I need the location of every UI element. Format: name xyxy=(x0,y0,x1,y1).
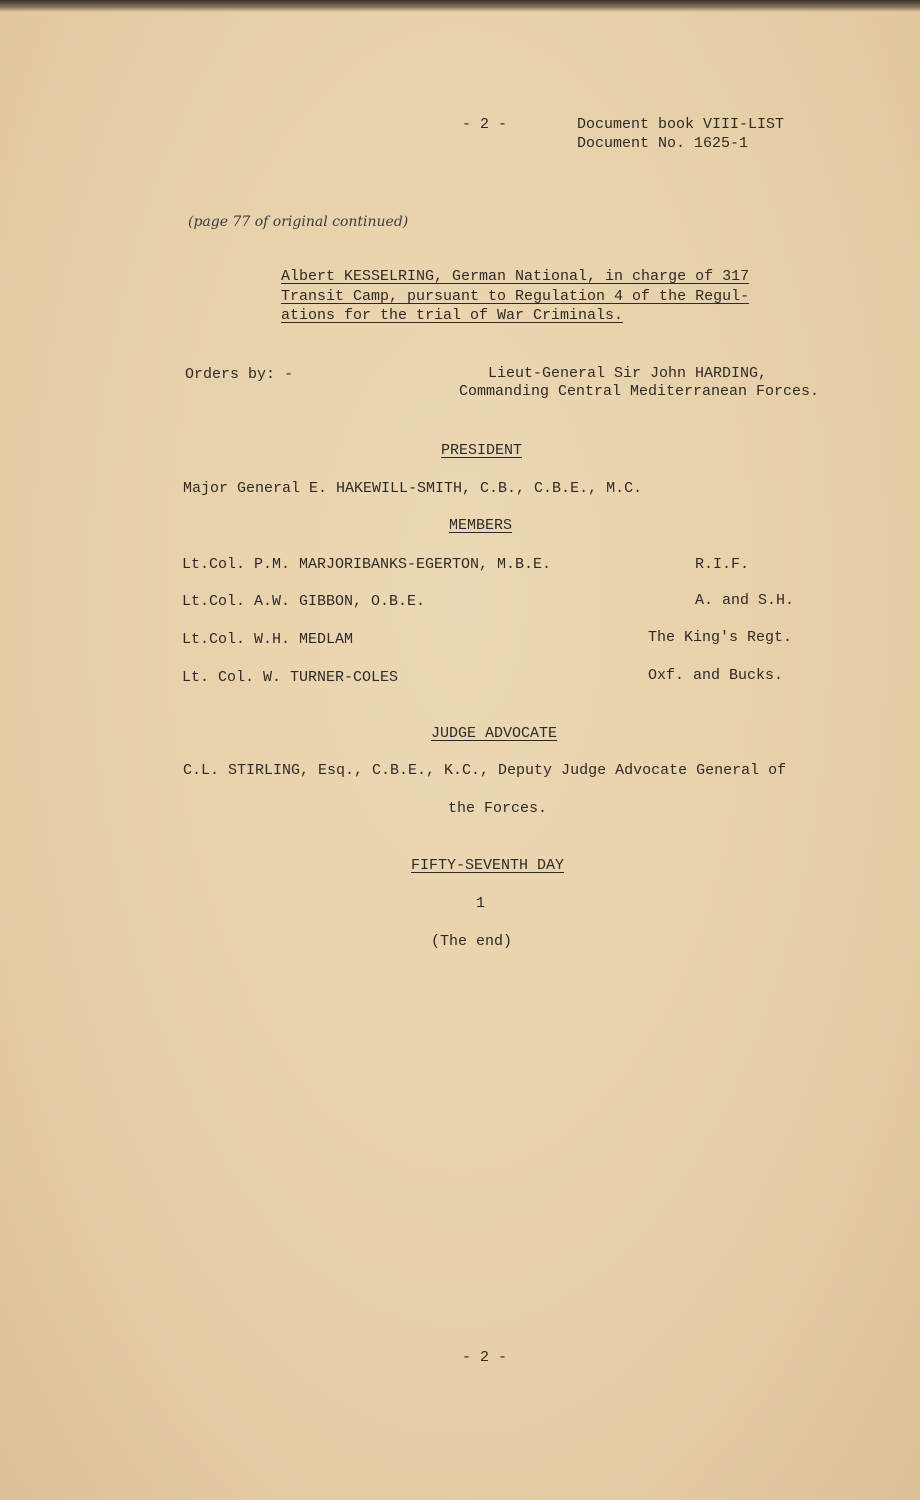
accused-line-2: Transit Camp, pursuant to Regulation 4 of the Regul- xyxy=(281,288,750,305)
end-note: (The end) xyxy=(431,933,513,950)
judge-advocate-heading: JUDGE ADVOCATE xyxy=(431,725,558,742)
member-unit: The King's Regt. xyxy=(648,629,793,646)
orders-line-2: Commanding Central Mediterranean Forces. xyxy=(459,383,820,400)
president-name: Major General E. HAKEWILL-SMITH, C.B., C.B.E., M.C. xyxy=(183,480,643,497)
day-heading: FIFTY-SEVENTH DAY xyxy=(411,857,565,874)
member-name: Lt.Col. W.H. MEDLAM xyxy=(182,631,354,648)
member-name: Lt. Col. W. TURNER-COLES xyxy=(182,669,399,686)
president-heading: PRESIDENT xyxy=(441,442,523,459)
scan-edge xyxy=(0,0,920,12)
accused-line-3: ations for the trial of War Criminals. xyxy=(281,307,624,324)
judge-advocate-line-2: the Forces. xyxy=(448,800,548,817)
members-heading: MEMBERS xyxy=(449,517,513,534)
member-name: Lt.Col. A.W. GIBBON, O.B.E. xyxy=(182,593,426,610)
continuation-note: (page 77 of original continued) xyxy=(188,214,409,230)
accused-line-1: Albert KESSELRING, German National, in charge of 317 xyxy=(281,268,750,285)
member-unit: R.I.F. xyxy=(695,556,750,573)
document-number-label: Document No. 1625-1 xyxy=(577,135,749,152)
judge-advocate-line-1: C.L. STIRLING, Esq., C.B.E., K.C., Deputy Judge Advocate General of xyxy=(183,762,787,779)
member-unit: A. and S.H. xyxy=(695,592,795,609)
orders-line-1: Lieut-General Sir John HARDING, xyxy=(488,365,768,382)
day-number: 1 xyxy=(476,895,486,912)
member-name: Lt.Col. P.M. MARJORIBANKS-EGERTON, M.B.E. xyxy=(182,556,552,573)
member-unit: Oxf. and Bucks. xyxy=(648,667,784,684)
header-page-number: - 2 - xyxy=(462,116,508,133)
footer-page-number: - 2 - xyxy=(462,1349,508,1366)
document-book-label: Document book VIII-LIST xyxy=(577,116,785,133)
orders-label: Orders by: - xyxy=(185,366,294,383)
